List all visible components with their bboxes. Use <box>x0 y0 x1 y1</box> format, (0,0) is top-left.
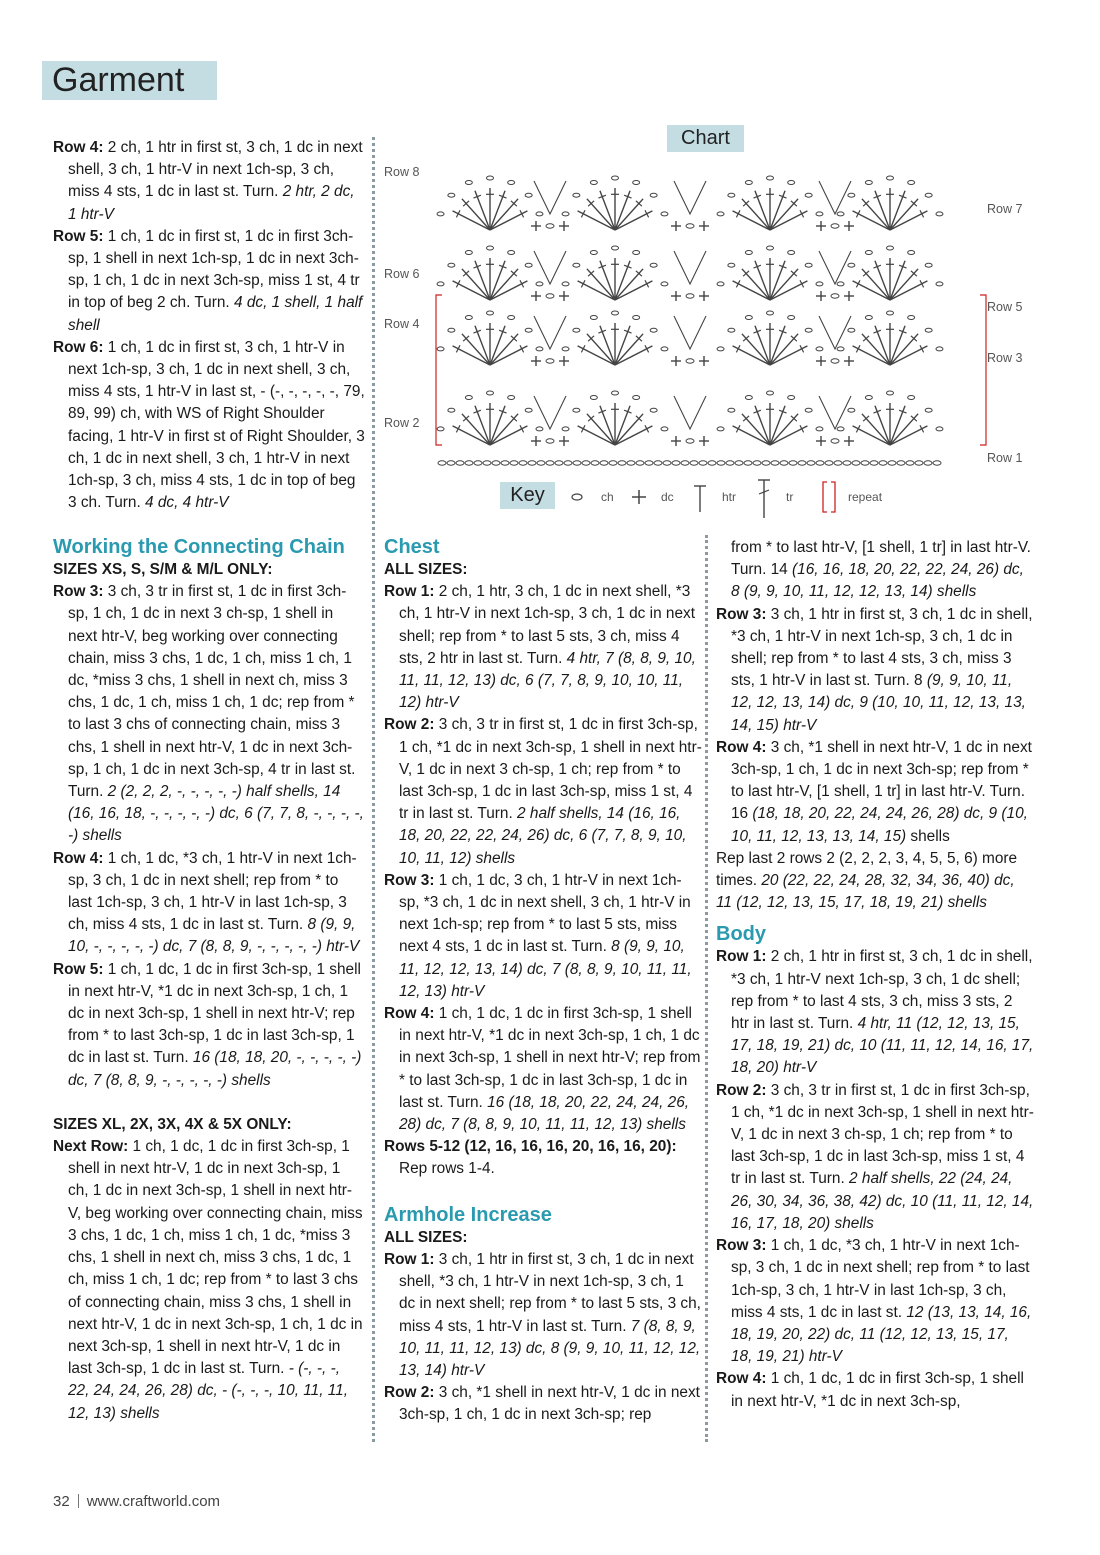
chain-stitch <box>908 180 915 184</box>
chain-stitch <box>816 347 823 351</box>
instruction-rows-5-12: Rows 5-12 (12, 16, 16, 16, 20, 16, 16, 20): Rep rows 1-4. <box>384 1138 677 1178</box>
chain-stitch <box>936 212 943 216</box>
chain-stitch <box>686 439 694 443</box>
chain-stitch <box>465 315 472 319</box>
chain-stitch <box>807 461 815 465</box>
chain-stitch <box>834 461 842 465</box>
chain-stitch <box>627 461 635 465</box>
chain-stitch <box>661 347 668 351</box>
chain-stitch <box>728 328 735 332</box>
chain-stitch <box>717 282 724 286</box>
chain-stitch <box>861 461 869 465</box>
htr-v-stitch <box>674 396 706 429</box>
chain-stitch <box>508 315 515 319</box>
chain-stitch <box>456 461 464 465</box>
key-title: Key <box>500 482 555 509</box>
key-repeat-symbol <box>823 482 827 512</box>
instruction-row1: Row 1: 2 ch, 1 htr, 3 ch, 1 dc in next shell, *3 ch, 1 htr-V in next 1ch-sp, 3 ch, 1 dc in next shell; rep from * to last 5 sts, 3 ch, miss 4 sts, 2 htr in last st. Turn. 4 htr, 7 (8, 8, 9, 10, 11, 11, 12, 13) dc, 6 (7, 7, 8, 9, 10, 10, 11, 12) htr-V <box>384 583 696 712</box>
chain-stitch <box>728 263 735 267</box>
chain-stitch <box>728 408 735 412</box>
chain-stitch <box>448 408 455 412</box>
chain-stitch <box>936 347 943 351</box>
chain-stitch <box>661 282 668 286</box>
chain-stitch <box>888 461 896 465</box>
chain-stitch <box>906 461 914 465</box>
chain-stitch <box>546 224 554 228</box>
chain-stitch <box>831 439 839 443</box>
instruction-row3: Row 3: 3 ch, 3 tr in first st, 1 dc in first 3ch-sp, 1 ch, 1 dc in next 3 ch-sp, 1 shell in next htr-V, beg working over connecting chain, miss 3 chs, 1 dc, 1 ch, miss 1 ch, 1 dc, *miss 3 chs, 1 shell in next ch, miss 3 chs, 1 dc, 1 ch, miss 1 ch, 1 dc; rep from * to last 3 chs of connecting chain, miss 3 chs, 1 shell in next htr-V, 1 dc in next 3ch-sp, 1 ch, 1 dc in next 3ch-sp, 4 tr in last st. Turn. 2 (2, 2, 2, -, -, -, -, -) half shells, 14 (16, 16, 18, -, -, -, -, -) dc, 6 (7, 7, 8, -, -, -, -, -) shells <box>53 583 364 845</box>
chain-stitch <box>897 461 905 465</box>
chain-stitch <box>591 461 599 465</box>
chain-stitch <box>933 461 941 465</box>
chain-stitch <box>645 461 653 465</box>
chain-stitch <box>465 461 473 465</box>
chain-stitch <box>672 461 680 465</box>
repeat-bracket <box>980 295 986 445</box>
column-1-bottom <box>53 535 365 1425</box>
chain-stitch <box>448 263 455 267</box>
chain-stitch <box>767 176 774 180</box>
chain-stitch <box>438 461 446 465</box>
chain-stitch <box>887 246 894 250</box>
instruction-row1: Row 1: 3 ch, 1 htr in first st, 3 ch, 1 dc in next shell, *3 ch, 1 htr-V in next 1ch-sp, 3 ch, 1 dc in next shell; rep from * to last 5 sts, 3 ch, miss 4 sts, 1 htr-V in last st. Turn. 7 (8, 8, 9, 10, 11, 11, 12, 13) dc, 8 (9, 9, 10, 11, 12, 12, 13, 14) htr-V <box>384 1250 701 1379</box>
chain-stitch <box>633 250 640 254</box>
chain-stitch <box>848 263 855 267</box>
chain-stitch <box>510 461 518 465</box>
chain-stitch <box>536 212 543 216</box>
chain-stitch <box>837 427 844 431</box>
section-heading-connecting-chain: Working the Connecting Chain <box>53 536 345 558</box>
chain-stitch <box>573 461 581 465</box>
chain-stitch <box>612 246 619 250</box>
chain-stitch <box>848 193 855 197</box>
chain-stitch <box>837 282 844 286</box>
htr-v-stitch <box>819 316 851 349</box>
column-3 <box>716 537 1034 1413</box>
chain-stitch <box>492 461 500 465</box>
htr-v-stitch <box>674 316 706 349</box>
chain-stitch <box>788 180 795 184</box>
instruction-row2: Row 2: 3 ch, 3 tr in first st, 1 dc in first 3ch-sp, 1 ch, *1 dc in next 3ch-sp, 1 shell in next htr-V, 1 dc in next 3 ch-sp, 1 ch; rep from * to last 3ch-sp, 1 dc in last 3ch-sp, miss 1 st, 4 tr in last st. Turn. 2 half shells, 14 (16, 16, 18, 20, 22, 22, 24, 26) dc, 6 (7, 7, 8, 9, 10, 10, 11, 12) shells <box>384 716 702 867</box>
chain-stitch <box>717 427 724 431</box>
chain-stitch <box>508 180 515 184</box>
chain-stitch <box>562 212 569 216</box>
instruction-row1: Row 1: 2 ch, 1 htr in first st, 3 ch, 1 dc in shell, *3 ch, 1 htr-V next 1ch-sp, 3 ch, 1 dc shell; rep from * to last 4 sts, 3 ch, miss 3 sts, 2 htr in last st. Turn. 4 htr, 11 (12, 12, 13, 15, 17, 18, 19, 21) dc, 10 (11, 11, 12, 14, 16, 17, 18, 20) htr-V <box>716 948 1034 1077</box>
chain-stitch <box>525 193 532 197</box>
chain-stitch <box>590 250 597 254</box>
chain-stitch <box>753 461 761 465</box>
instruction-row4: Row 4: 1 ch, 1 dc, 1 dc in first 3ch-sp, 1 shell in next htr-V, *1 dc in next 3ch-sp, 1 ch, 1 dc in next 3ch-sp, 1 shell in next htr-V; rep from * to last 3ch-sp, 1 dc in last 3ch-sp, 1 dc in last st. Turn. 16 (18, 18, 20, 22, 24, 24, 26, 28) dc, 7 (8, 8, 9, 10, 11, 11, 12, 13) shells <box>384 1005 701 1134</box>
chain-stitch <box>536 427 543 431</box>
column-divider <box>372 137 375 1442</box>
row-label-right: Row 5 <box>987 300 1023 314</box>
chain-stitch <box>805 193 812 197</box>
key-repeat-symbol <box>831 482 835 512</box>
chain-stitch <box>865 250 872 254</box>
chain-stitch <box>562 347 569 351</box>
chain-stitch <box>487 176 494 180</box>
column-2 <box>384 535 702 1427</box>
chain-stitch <box>483 461 491 465</box>
key-label-ch: ch <box>601 490 614 504</box>
chain-stitch <box>788 395 795 399</box>
htr-v-stitch <box>819 181 851 214</box>
chain-stitch <box>771 461 779 465</box>
chain-stitch <box>633 395 640 399</box>
chain-stitch <box>633 315 640 319</box>
chain-stitch <box>447 461 455 465</box>
chain-stitch <box>745 180 752 184</box>
chain-stitch <box>437 427 444 431</box>
chain-stitch <box>837 347 844 351</box>
chain-stitch <box>508 250 515 254</box>
chain-stitch <box>437 347 444 351</box>
chain-stitch <box>717 347 724 351</box>
chain-stitch <box>848 408 855 412</box>
page-number: 32 <box>53 1493 70 1510</box>
instruction-repeat: Rep last 2 rows 2 (2, 2, 2, 3, 4, 5, 5, 6) more times. 20 (22, 22, 24, 28, 32, 34, 36, 40) dc, 11 (12, 12, 13, 15, 17, 18, 19, 21) shells <box>716 849 1018 912</box>
row-label-right: Row 3 <box>987 351 1023 365</box>
chain-stitch <box>546 439 554 443</box>
chain-stitch <box>448 193 455 197</box>
chain-stitch <box>465 180 472 184</box>
instruction-row5: Row 5: 1 ch, 1 dc in first st, 1 dc in first 3ch-sp, 1 shell in next 1ch-sp, 1 dc in next 3ch-sp, 1 ch, 1 dc in next 3ch-sp, miss 1 st, 4 tr in top of beg 2 ch. Turn. 4 dc, 1 shell, 1 half shell <box>53 227 363 334</box>
instruction-row3: Row 3: 1 ch, 1 dc, 3 ch, 1 htr-V in next 1ch-sp, *3 ch, 1 dc in next shell, 3 ch, 1 htr-V in next 1ch-sp; rep from * to last 5 sts, miss next 4 sts, 1 dc in last st. Turn. 8 (9, 9, 10, 11, 12, 12, 13, 14) dc, 7 (8, 8, 9, 10, 11, 11, 12, 13) htr-V <box>384 871 692 1000</box>
instruction-row3: Row 3: 3 ch, 1 htr in first st, 3 ch, 1 dc in shell, *3 ch, 1 htr-V in next 1ch-sp, 3 ch, 1 dc in shell; rep from * to last 4 sts, 3 ch, miss 3 sts, 1 htr-V in last st. Turn. 8 (9, 9, 10, 11, 12, 12, 13, 14) dc, 9 (10, 10, 11, 12, 13, 13, 14, 15) htr-V <box>716 605 1033 734</box>
chain-stitch <box>745 315 752 319</box>
page-title: Garment <box>52 61 185 99</box>
instruction-row2: Row 2: 3 ch, 3 tr in first st, 1 dc in first 3ch-sp, 1 ch, *1 dc in next 3ch-sp, 1 shell in next htr-V, 1 dc in next 3 ch-sp, 1 ch; rep from * to last 3ch-sp, 1 dc in last 3ch-sp, miss 1 st, 4 tr in last st. Turn. 2 half shells, 22 (24, 24, 26, 30, 34, 36, 38, 42) dc, 10 (11, 11, 12, 14, 16, 17, 18, 20) shells <box>716 1081 1034 1232</box>
chain-stitch <box>924 461 932 465</box>
column-divider <box>705 535 708 1442</box>
chain-stitch <box>437 282 444 286</box>
chain-stitch <box>654 461 662 465</box>
chain-stitch <box>465 250 472 254</box>
chain-stitch <box>573 193 580 197</box>
chain-stitch <box>848 328 855 332</box>
htr-v-stitch <box>674 251 706 284</box>
chain-stitch <box>852 461 860 465</box>
chain-stitch <box>519 461 527 465</box>
chain-stitch <box>562 427 569 431</box>
repeat-bracket <box>436 295 442 445</box>
htr-v-stitch <box>674 181 706 214</box>
chain-stitch <box>612 311 619 315</box>
chain-stitch <box>661 212 668 216</box>
chain-stitch <box>686 294 694 298</box>
instruction-continued: from * to last htr-V, [1 shell, 1 tr] in last htr-V. Turn. 14 (16, 16, 18, 20, 22, 22, 24, 26) dc, 8 (9, 9, 10, 11, 12, 12, 13, 14) shells <box>731 539 1031 601</box>
instruction-row4: Row 4: 1 ch, 1 dc, 1 dc in first 3ch-sp, 1 shell in next htr-V, *1 dc in next 3ch-sp, <box>716 1370 1024 1410</box>
chart-drawing <box>380 120 1040 530</box>
row-label-left: Row 2 <box>384 416 420 430</box>
chain-stitch <box>767 391 774 395</box>
chain-stitch <box>537 461 545 465</box>
section-heading-body: Body <box>716 923 766 946</box>
chain-stitch <box>767 311 774 315</box>
row-label-right: Row 1 <box>987 451 1023 465</box>
chain-stitch <box>546 294 554 298</box>
chain-stitch <box>487 311 494 315</box>
chain-stitch <box>573 408 580 412</box>
chain-stitch <box>887 176 894 180</box>
chain-stitch <box>448 328 455 332</box>
chain-stitch <box>767 246 774 250</box>
chain-stitch <box>805 263 812 267</box>
chain-stitch <box>816 461 824 465</box>
crochet-chart <box>380 120 1040 530</box>
chain-stitch <box>612 391 619 395</box>
htr-v-stitch <box>819 251 851 284</box>
chain-stitch <box>745 395 752 399</box>
column-1-top <box>53 137 365 514</box>
chain-stitch <box>536 282 543 286</box>
instruction-row4: Row 4: 3 ch, *1 shell in next htr-V, 1 dc in next 3ch-sp, 1 ch, 1 dc in next 3ch-sp; rep from * to last htr-V, [1 shell, 1 tr] in last htr-V. Turn. 16 (18, 18, 20, 22, 24, 24, 26, 28) dc, 9 (10, 10, 11, 12, 13, 13, 14, 15) shells <box>716 738 1032 845</box>
chain-stitch <box>837 212 844 216</box>
chain-stitch <box>865 180 872 184</box>
chain-stitch <box>708 461 716 465</box>
chain-stitch <box>582 461 590 465</box>
chain-stitch <box>717 461 725 465</box>
chain-stitch <box>437 212 444 216</box>
sizes-subhead: ALL SIZES: <box>384 561 468 578</box>
key-label-htr: htr <box>722 490 737 504</box>
chain-stitch <box>474 461 482 465</box>
chain-stitch <box>788 250 795 254</box>
chain-stitch <box>788 315 795 319</box>
chain-stitch <box>686 359 694 363</box>
chain-stitch <box>536 347 543 351</box>
key-label-dc: dc <box>661 490 674 504</box>
row-label-left: Row 8 <box>384 165 420 179</box>
chain-stitch <box>816 427 823 431</box>
instruction-row5: Row 5: 1 ch, 1 dc, 1 dc in first 3ch-sp, 1 shell in next htr-V, *1 dc in next 3ch-sp, 1 ch, 1 dc in next 3ch-sp, 1 shell in next htr-V; rep from * to last 3ch-sp, 1 dc in last 3ch-sp, 1 dc in last st. Turn. 16 (18, 18, 20, -, -, -, -, -) dc, 7 (8, 8, 9, -, -, -, -, -) shells <box>53 960 362 1089</box>
chain-stitch <box>865 395 872 399</box>
sizes-subhead: SIZES XL, 2X, 3X, 4X & 5X ONLY: <box>53 1115 292 1133</box>
chain-stitch <box>573 328 580 332</box>
chain-stitch <box>936 427 943 431</box>
chain-stitch <box>555 461 563 465</box>
row-label-left: Row 4 <box>384 317 420 331</box>
chain-stitch <box>908 250 915 254</box>
chain-stitch <box>525 328 532 332</box>
chain-stitch <box>699 461 707 465</box>
chain-stitch <box>590 315 597 319</box>
chain-stitch <box>789 461 797 465</box>
chain-stitch <box>487 246 494 250</box>
sizes-subhead: SIZES XS, S, S/M & M/L ONLY: <box>53 561 273 578</box>
chain-stitch <box>546 461 554 465</box>
chain-stitch <box>925 263 932 267</box>
chain-stitch <box>865 315 872 319</box>
key-label-tr: tr <box>786 490 794 504</box>
instruction-row2: Row 2: 3 ch, *1 shell in next htr-V, 1 dc in next 3ch-sp, 1 ch, 1 dc in next 3ch-sp; rep <box>384 1384 700 1424</box>
chain-stitch <box>600 461 608 465</box>
chain-stitch <box>663 461 671 465</box>
instruction-row4: Row 4: 2 ch, 1 htr in first st, 3 ch, 1 dc in next shell, 3 ch, 1 htr-V in next 1ch-sp, 3 ch, miss 4 sts, 1 dc in last st. Turn. 2 htr, 2 dc, 1 htr-V <box>53 139 363 223</box>
chain-stitch <box>564 461 572 465</box>
instruction-row3: Row 3: 1 ch, 1 dc, *3 ch, 1 htr-V in next 1ch-sp, 3 ch, 1 dc in next shell; rep from * to last 1ch-sp, 3 ch, 1 htr-V in last 1ch-sp, 3 ch, miss 4 sts, 1 dc in last st. 12 (13, 13, 14, 16, 18, 19, 20, 22) dc, 11 (12, 12, 13, 15, 17, 18, 19, 21) htr-V <box>716 1237 1032 1366</box>
chain-stitch <box>887 391 894 395</box>
chain-stitch <box>831 294 839 298</box>
chain-stitch <box>501 461 509 465</box>
chain-stitch <box>744 461 752 465</box>
row-label-left: Row 6 <box>384 267 420 281</box>
instruction-row4: Row 4: 1 ch, 1 dc, *3 ch, 1 htr-V in next 1ch-sp, 3 ch, 1 dc in next shell; rep from * to last 1ch-sp, 3 ch, 1 htr-V in last 1ch-sp, 3 ch, miss 4 sts, 1 dc in last st. Turn. 8 (9, 9, 10, -, -, -, -, -) dc, 7 (8, 8, 9, -, -, -, -, -) htr-V <box>53 849 360 956</box>
chain-stitch <box>487 391 494 395</box>
chain-stitch <box>465 395 472 399</box>
section-heading-chest: Chest <box>384 536 440 558</box>
key-chain-symbol <box>572 494 582 500</box>
chain-stitch <box>831 224 839 228</box>
page-footer <box>53 1493 220 1510</box>
instruction-next-row: Next Row: 1 ch, 1 dc, 1 dc in first 3ch-sp, 1 shell in next htr-V, 1 dc in next 3ch-sp, 1 ch, 1 dc in next 3ch-sp, 1 shell in next htr-V, beg working over connecting chain, miss 3 chs, 1 dc, 1 ch, miss 1 ch, 1 dc, *miss 3 chs, 1 shell in next ch, miss 3 chs, 1 dc, 1 ch, miss 1 ch, 1 dc; rep from * to last 3 chs of connecting chain, miss 3 chs, 1 shell in next htr-V, 1 dc in next 3ch-sp, 1 ch, 1 dc in next 3ch-sp, 1 shell in next htr-V, 1 dc in last 3ch-sp, 1 dc in last st. Turn. - (-, -, -, 22, 24, 24, 26, 28) dc, - (-, -, -, 10, 11, 11, 12, 13) shells <box>53 1138 363 1422</box>
chain-stitch <box>650 328 657 332</box>
chain-stitch <box>618 461 626 465</box>
chain-stitch <box>925 408 932 412</box>
instruction-row6: Row 6: 1 ch, 1 dc in first st, 3 ch, 1 htr-V in next 1ch-sp, 3 ch, 1 dc in next shell, 3 ch, miss 4 sts, 1 htr-V in last st, - (-, -, -, -, -, 79, 89, 99) ch, with WS of Right Shoulder facing, 1 htr-V in first st of Right Shoulder, 3 ch, 1 dc in next shell, 3 ch, 1 htr-V in next 1ch-sp, 3 ch, miss 4 sts, 1 dc in top of beg 3 ch. Turn. 4 dc, 4 htr-V <box>53 338 365 512</box>
chain-stitch <box>562 282 569 286</box>
section-heading-armhole-increase: Armhole Increase <box>384 1203 552 1226</box>
chain-stitch <box>831 359 839 363</box>
chain-stitch <box>816 212 823 216</box>
chain-stitch <box>546 359 554 363</box>
chain-stitch <box>762 461 770 465</box>
chain-stitch <box>870 461 878 465</box>
chain-stitch <box>609 461 617 465</box>
htr-v-stitch <box>534 251 566 284</box>
chain-stitch <box>636 461 644 465</box>
chain-stitch <box>805 408 812 412</box>
chain-stitch <box>525 408 532 412</box>
chain-stitch <box>908 315 915 319</box>
chain-stitch <box>573 263 580 267</box>
chain-stitch <box>816 282 823 286</box>
chain-stitch <box>745 250 752 254</box>
chain-stitch <box>726 461 734 465</box>
chain-stitch <box>590 395 597 399</box>
chain-stitch <box>590 180 597 184</box>
chain-stitch <box>887 311 894 315</box>
htr-v-stitch <box>534 181 566 214</box>
website-url: www.craftworld.com <box>86 1493 221 1510</box>
chain-stitch <box>650 408 657 412</box>
chain-stitch <box>525 263 532 267</box>
chain-stitch <box>717 212 724 216</box>
chain-stitch <box>508 395 515 399</box>
htr-v-stitch <box>534 316 566 349</box>
chain-stitch <box>843 461 851 465</box>
chain-stitch <box>528 461 536 465</box>
chain-stitch <box>936 282 943 286</box>
chain-stitch <box>780 461 788 465</box>
chain-stitch <box>650 193 657 197</box>
chain-stitch <box>805 328 812 332</box>
chain-stitch <box>681 461 689 465</box>
chain-stitch <box>915 461 923 465</box>
chart-title: Chart <box>667 125 744 152</box>
chain-stitch <box>728 193 735 197</box>
sizes-subhead: ALL SIZES: <box>384 1228 468 1246</box>
chain-stitch <box>690 461 698 465</box>
chain-stitch <box>633 180 640 184</box>
chain-stitch <box>798 461 806 465</box>
chain-stitch <box>661 427 668 431</box>
chain-stitch <box>925 328 932 332</box>
chain-stitch <box>612 176 619 180</box>
chain-stitch <box>735 461 743 465</box>
chain-stitch <box>925 193 932 197</box>
htr-v-stitch <box>534 396 566 429</box>
chain-stitch <box>879 461 887 465</box>
page-title-box <box>42 61 217 100</box>
key-label-repeat: repeat <box>848 490 883 504</box>
htr-v-stitch <box>819 396 851 429</box>
chain-stitch <box>825 461 833 465</box>
row-label-right: Row 7 <box>987 202 1023 216</box>
chain-stitch <box>650 263 657 267</box>
chain-stitch <box>908 395 915 399</box>
chain-stitch <box>686 224 694 228</box>
